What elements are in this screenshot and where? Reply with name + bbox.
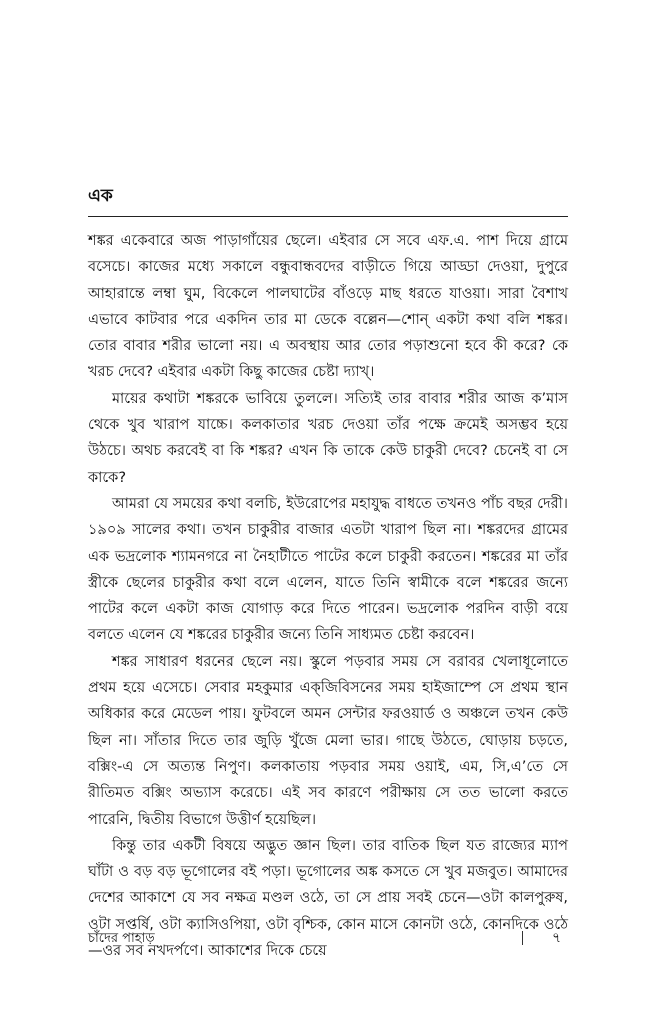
footer-page-number: ৭ (552, 930, 562, 946)
chapter-body (88, 228, 568, 964)
footer-separator (522, 931, 523, 945)
paragraph-3: আমরা যে সময়ের কথা বলচি, ইউরোপের মহাযুদ্ধ বাধতে তখনও পাঁচ বছর দেরী। ১৯০৯ সালের কথা। তখন চাকুরীর বাজার এতটা খারাপ ছিল না। শঙ্করদের গ্রামের এক ভদ্রলোক শ্যামনগরে না নৈহাটীতে পাটের কলে চাকুরী করতেন। শঙ্করের মা তাঁর স্ত্রীকে ছেলের চাকুরীর কথা বলে এলেন, যাতে তিনি স্বামীকে বলে শঙ্করের জন্যে পাটের কলে একটা কাজ যোগাড় করে দিতে পারেন। ভদ্রলোক পরদিন বাড়ী বয়ে বলতে এলেন যে শঙ্করের চাকুরীর জন্যে তিনি সাধ্যমত চেষ্টা করবেন। (88, 495, 568, 644)
paragraph-2: মায়ের কথাটা শঙ্করকে ভাবিয়ে তুললে। সত্যিই তার বাবার শরীর আজ ক’মাস থেকে খুব খারাপ যাচ্চে। কলকাতার খরচ দেওয়া তাঁর পক্ষে ক্রমেই অসম্ভব হয়ে উঠচে। অথচ করবেই বা কি শঙ্কর? এখন কি তাকে কেউ চাকুরী দেবে? চেনেই বা সে কাকে? (88, 390, 568, 486)
paragraph-5: কিন্তু তার একটী বিষয়ে অদ্ভুত জ্ঞান ছিল। তার বাতিক ছিল যত রাজ্যের ম্যাপ ঘাঁটা ও বড় বড় ভূগোলের বই পড়া। ভূগোলের অঙ্ক কসতে সে খুব মজবুত। আমাদের দেশের আকাশে যে সব নক্ষত্র মণ্ডল ওঠে, তা সে প্রায় সবই চেনে—ওটা কালপুরুষ, ওটা সপ্তর্ষি, ওটা ক্যাসিওপিয়া, ওটা বৃশ্চিক, কোন মাসে কোনটা ওঠে, কোনদিকে ওঠে—ওর সব নখদর্পণে। আকাশের দিকে চেয়ে (88, 837, 568, 960)
chapter-heading: এক (88, 186, 113, 206)
heading-divider (88, 216, 568, 217)
footer-book-title: চাঁদের পাহাড় (88, 931, 155, 946)
paragraph-4: শঙ্কর সাধারণ ধরনের ছেলে নয়। স্কুলে পড়বার সময় সে বরাবর খেলাধূলোতে প্রথম হয়ে এসেচে। সেবার মহকুমার এক্‌জিবিসনের সময় হাইজাম্পে সে প্রথম স্থান অধিকার করে মেডেল পায়। ফুটবলে অমন সেন্টার ফরওয়ার্ড ও অঞ্চলে তখন কেউ ছিল না। সাঁতার দিতে তার জুড়ি খুঁজে মেলা ভার। গাছে উঠতে, ঘোড়ায় চড়তে, বক্সিং-এ সে অত্যন্ত নিপুণ। কলকাতায় পড়বার সময় ওয়াই, এম, সি,এ’তে সে রীতিমত বক্সিং অভ্যাস করেচে। এই সব কারণে পরীক্ষায় সে তত ভালো করতে পারেনি, দ্বিতীয় বিভাগে উত্তীর্ণ হয়েছিল। (88, 653, 568, 828)
paragraph-1: শঙ্কর একেবারে অজ পাড়াগাঁয়ের ছেলে। এইবার সে সবে এফ.এ. পাশ দিয়ে গ্রামে বসেচে। কাজের মধ্যে সকালে বন্ধুবান্ধবদের বাড়ীতে গিয়ে আড্ডা দেওয়া, দুপুরে আহারান্তে লম্বা ঘুম, বিকেলে পালঘাটের বাঁওড়ে মাছ ধরতে যাওয়া। সারা বৈশাখ এভাবে কাটবার পরে একদিন তার মা ডেকে বল্লেন—শোন্ একটা কথা বলি শঙ্কর। তোর বাবার শরীর ভালো নয়। এ অবস্থায় আর তোর পড়াশুনো হবে কী করে? কে খরচ দেবে? এইবার একটা কিছু কাজের চেষ্টা দ্যাখ্। (88, 233, 568, 381)
